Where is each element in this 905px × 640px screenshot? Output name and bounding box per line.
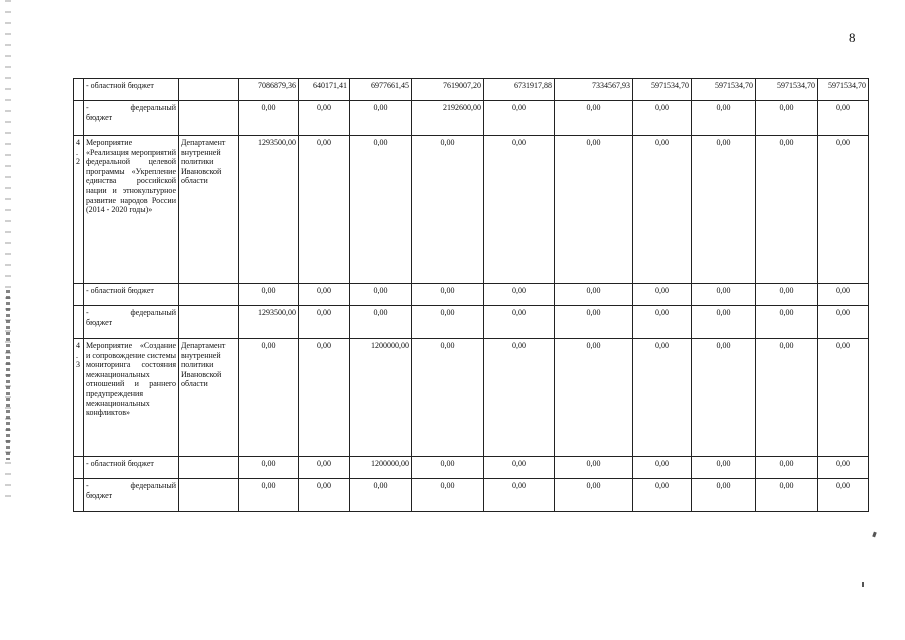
value-cell: 1200000,00 — [350, 457, 412, 479]
value-cell: 0,00 — [756, 457, 818, 479]
value-cell: 0,00 — [299, 339, 350, 457]
row-label-dash: - — [86, 481, 89, 490]
table-row — [74, 306, 869, 339]
value-cell: 0,00 — [299, 101, 350, 136]
value-cell: 640171,41 — [299, 79, 350, 101]
activity-title: Мероприятие «Реализация мероприятий федеральной целевой программы «Укрепление единства российской нации и этнокультурное развитие народов России (2014 - 2020 годы)» — [84, 136, 179, 284]
row-number-cell — [74, 79, 84, 101]
value-cell: 0,00 — [484, 457, 555, 479]
activity-title: Мероприятие «Создание и сопровождение системы мониторинга состояния межнациональных отношений и раннего предупреждения межнациональных конфликтов» — [84, 339, 179, 457]
value-cell: 0,00 — [412, 457, 484, 479]
value-cell: 0,00 — [692, 479, 756, 512]
value-cell: 0,00 — [555, 339, 633, 457]
row-number-cell — [74, 457, 84, 479]
value-cell: 0,00 — [756, 306, 818, 339]
row-label: - областной бюджет — [84, 79, 179, 101]
value-cell: 0,00 — [484, 479, 555, 512]
value-cell: 0,00 — [692, 306, 756, 339]
row-label — [84, 306, 179, 339]
value-cell: 0,00 — [412, 479, 484, 512]
value-cell: 0,00 — [818, 101, 869, 136]
value-cell: 0,00 — [818, 284, 869, 306]
value-cell: 0,00 — [633, 284, 692, 306]
value-cell: 0,00 — [756, 284, 818, 306]
value-cell: 6731917,88 — [484, 79, 555, 101]
executor-cell: Департамент внутренней политики Ивановской области — [179, 136, 239, 284]
value-cell: 0,00 — [412, 306, 484, 339]
value-cell: 0,00 — [692, 136, 756, 284]
value-cell: 0,00 — [484, 306, 555, 339]
value-cell: 0,00 — [239, 479, 299, 512]
row-label — [84, 479, 179, 512]
row-number-cell: 4.2 — [74, 136, 84, 284]
value-cell: 7334567,93 — [555, 79, 633, 101]
value-cell: 7086879,36 — [239, 79, 299, 101]
scan-edge-artifact-dark — [6, 290, 10, 460]
value-cell: 1293500,00 — [239, 136, 299, 284]
value-cell: 0,00 — [692, 284, 756, 306]
row-label-word: федеральный — [130, 103, 176, 112]
value-cell: 0,00 — [756, 339, 818, 457]
value-cell: 0,00 — [350, 284, 412, 306]
value-cell: 0,00 — [756, 479, 818, 512]
value-cell: 7619007,20 — [412, 79, 484, 101]
executor-cell — [179, 457, 239, 479]
executor-cell — [179, 284, 239, 306]
value-cell: 0,00 — [555, 284, 633, 306]
value-cell: 0,00 — [239, 284, 299, 306]
value-cell: 1293500,00 — [239, 306, 299, 339]
row-number-cell — [74, 306, 84, 339]
value-cell: 0,00 — [350, 306, 412, 339]
executor-cell — [179, 479, 239, 512]
row-label-dash: - — [86, 103, 89, 112]
value-cell: 0,00 — [412, 136, 484, 284]
value-cell: 0,00 — [412, 284, 484, 306]
value-cell: 1200000,00 — [350, 339, 412, 457]
table-row — [74, 479, 869, 512]
executor-cell — [179, 306, 239, 339]
value-cell: 6977661,45 — [350, 79, 412, 101]
row-number-cell — [74, 479, 84, 512]
value-cell: 0,00 — [299, 306, 350, 339]
value-cell: 0,00 — [692, 457, 756, 479]
row-label: - областной бюджет — [84, 284, 179, 306]
value-cell: 0,00 — [756, 136, 818, 284]
value-cell: 0,00 — [555, 457, 633, 479]
value-cell: 0,00 — [350, 101, 412, 136]
row-label: - областной бюджет — [84, 457, 179, 479]
table-row — [74, 339, 869, 457]
value-cell: 0,00 — [555, 101, 633, 136]
row-label-word2: бюджет — [86, 112, 113, 122]
value-cell: 0,00 — [350, 479, 412, 512]
value-cell: 0,00 — [633, 479, 692, 512]
value-cell: 0,00 — [633, 306, 692, 339]
scan-speck — [862, 582, 864, 587]
value-cell: 0,00 — [484, 339, 555, 457]
budget-table — [73, 78, 869, 512]
value-cell: 0,00 — [299, 479, 350, 512]
row-number-cell — [74, 284, 84, 306]
table-row — [74, 457, 869, 479]
row-label-dash: - — [86, 308, 89, 317]
value-cell: 0,00 — [633, 457, 692, 479]
value-cell: 5971534,70 — [756, 79, 818, 101]
value-cell: 0,00 — [299, 457, 350, 479]
value-cell: 0,00 — [239, 101, 299, 136]
value-cell: 0,00 — [555, 306, 633, 339]
value-cell: 0,00 — [633, 339, 692, 457]
table-row — [74, 101, 869, 136]
row-number-cell: 4.3 — [74, 339, 84, 457]
row-label-word2: бюджет — [86, 317, 113, 327]
value-cell: 0,00 — [555, 479, 633, 512]
table-row — [74, 136, 869, 284]
value-cell: 0,00 — [299, 136, 350, 284]
value-cell: 0,00 — [692, 101, 756, 136]
value-cell: 0,00 — [412, 339, 484, 457]
value-cell: 0,00 — [484, 101, 555, 136]
row-number-cell — [74, 101, 84, 136]
value-cell: 0,00 — [633, 101, 692, 136]
value-cell: 0,00 — [692, 339, 756, 457]
scan-speck — [872, 532, 877, 538]
value-cell: 0,00 — [239, 457, 299, 479]
executor-cell — [179, 79, 239, 101]
value-cell: 0,00 — [350, 136, 412, 284]
value-cell: 0,00 — [818, 457, 869, 479]
value-cell: 0,00 — [484, 284, 555, 306]
value-cell: 5971534,70 — [633, 79, 692, 101]
value-cell: 0,00 — [818, 479, 869, 512]
value-cell: 5971534,70 — [692, 79, 756, 101]
row-label-word2: бюджет — [86, 490, 113, 500]
value-cell: 0,00 — [633, 136, 692, 284]
table-row — [74, 79, 869, 101]
page-number: 8 — [849, 30, 856, 45]
executor-cell: Департамент внутренней политики Ивановской области — [179, 339, 239, 457]
row-label-word: федеральный — [130, 481, 176, 490]
value-cell: 0,00 — [818, 136, 869, 284]
value-cell: 0,00 — [818, 339, 869, 457]
value-cell: 0,00 — [555, 136, 633, 284]
value-cell: 5971534,70 — [818, 79, 869, 101]
value-cell: 0,00 — [818, 306, 869, 339]
value-cell: 0,00 — [756, 101, 818, 136]
row-label-word: федеральный — [130, 308, 176, 317]
value-cell: 0,00 — [484, 136, 555, 284]
table-row — [74, 284, 869, 306]
value-cell: 0,00 — [239, 339, 299, 457]
value-cell: 0,00 — [299, 284, 350, 306]
executor-cell — [179, 101, 239, 136]
row-label — [84, 101, 179, 136]
value-cell: 2192600,00 — [412, 101, 484, 136]
